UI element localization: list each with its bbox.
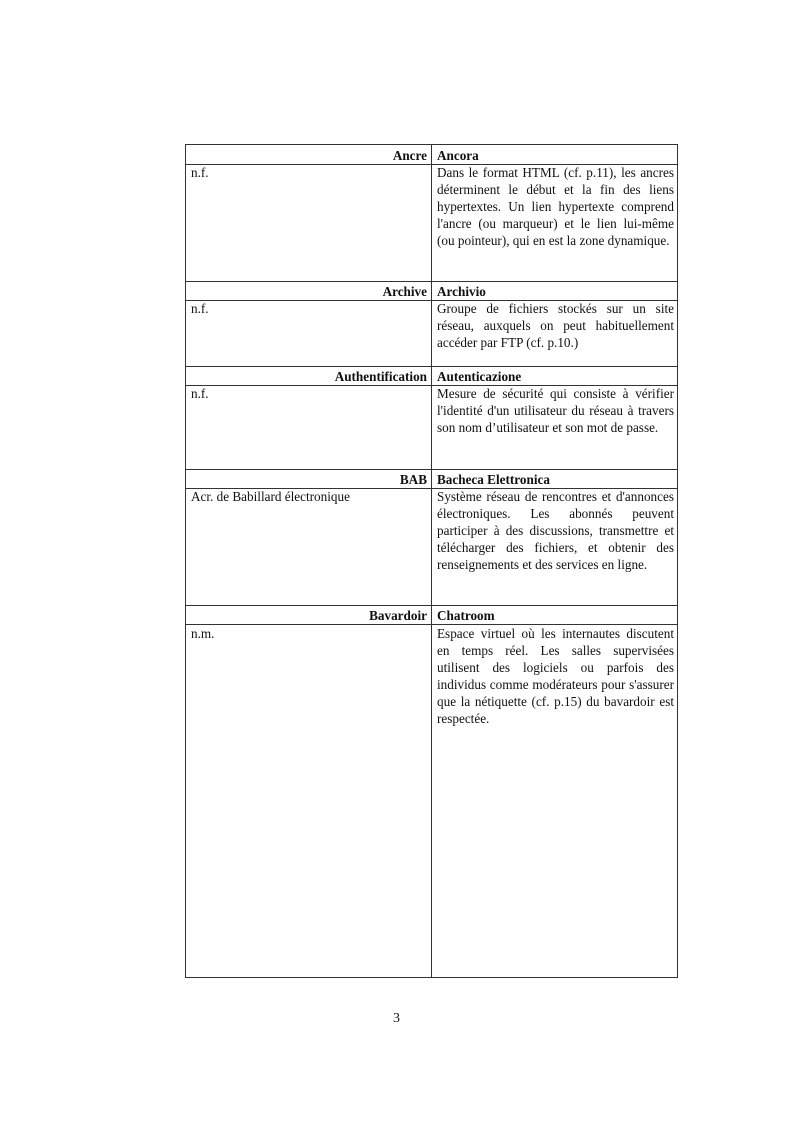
grammatical-category: n.f.: [191, 386, 209, 401]
term-italian: Bacheca Elettronica: [437, 472, 550, 487]
row-divider: [186, 366, 677, 367]
row-divider: [186, 281, 677, 282]
row-divider: [186, 605, 677, 606]
grammatical-category: Acr. de Babillard électronique: [191, 489, 350, 504]
definition-text: Dans le format HTML (cf. p.11), les ancres déterminent le début et la fin des liens hypertextes. Un lien hypertexte comprend l'ancre (ou marqueur) et le lien lui-même (ou pointeur), qui en est la zone dynamique.: [437, 165, 674, 248]
term-italian: Autenticazione: [437, 369, 522, 384]
grammatical-category: n.f.: [191, 165, 209, 180]
term-french: Ancre: [392, 148, 427, 163]
glossary-table: [185, 144, 678, 978]
column-divider: [431, 145, 432, 977]
definition-text: Espace virtuel où les internautes discutent en temps réel. Les salles supervisées utilisent des logiciels ou parfois des individus comme modérateurs pour s'assurer que la nétiquette (cf. p.15) du bavardoir est respectée.: [437, 626, 674, 726]
term-french: Bavardoir: [369, 608, 427, 623]
term-italian: Chatroom: [437, 608, 495, 623]
page-number: 3: [393, 1011, 400, 1026]
definition-text: Groupe de fichiers stockés sur un site réseau, auxquels on peut habituellement accéder par FTP (cf. p.10.): [437, 301, 674, 350]
term-french: Archive: [382, 284, 427, 299]
term-italian: Archivio: [437, 284, 486, 299]
grammatical-category: n.m.: [191, 626, 215, 641]
term-italian: Ancora: [437, 148, 479, 163]
definition-text: Mesure de sécurité qui consiste à vérifier l'identité d'un utilisateur du réseau à travers son nom d’utilisateur et son mot de passe.: [437, 386, 674, 435]
term-french: Authentification: [334, 369, 427, 384]
definition-text: Système réseau de rencontres et d'annonces électroniques. Les abonnés peuvent participer à des discussions, transmettre et télécharger des fichiers, et obtenir des renseignements et des services en ligne.: [437, 489, 674, 572]
term-french: BAB: [399, 472, 427, 487]
row-divider: [186, 469, 677, 470]
grammatical-category: n.f.: [191, 301, 209, 316]
